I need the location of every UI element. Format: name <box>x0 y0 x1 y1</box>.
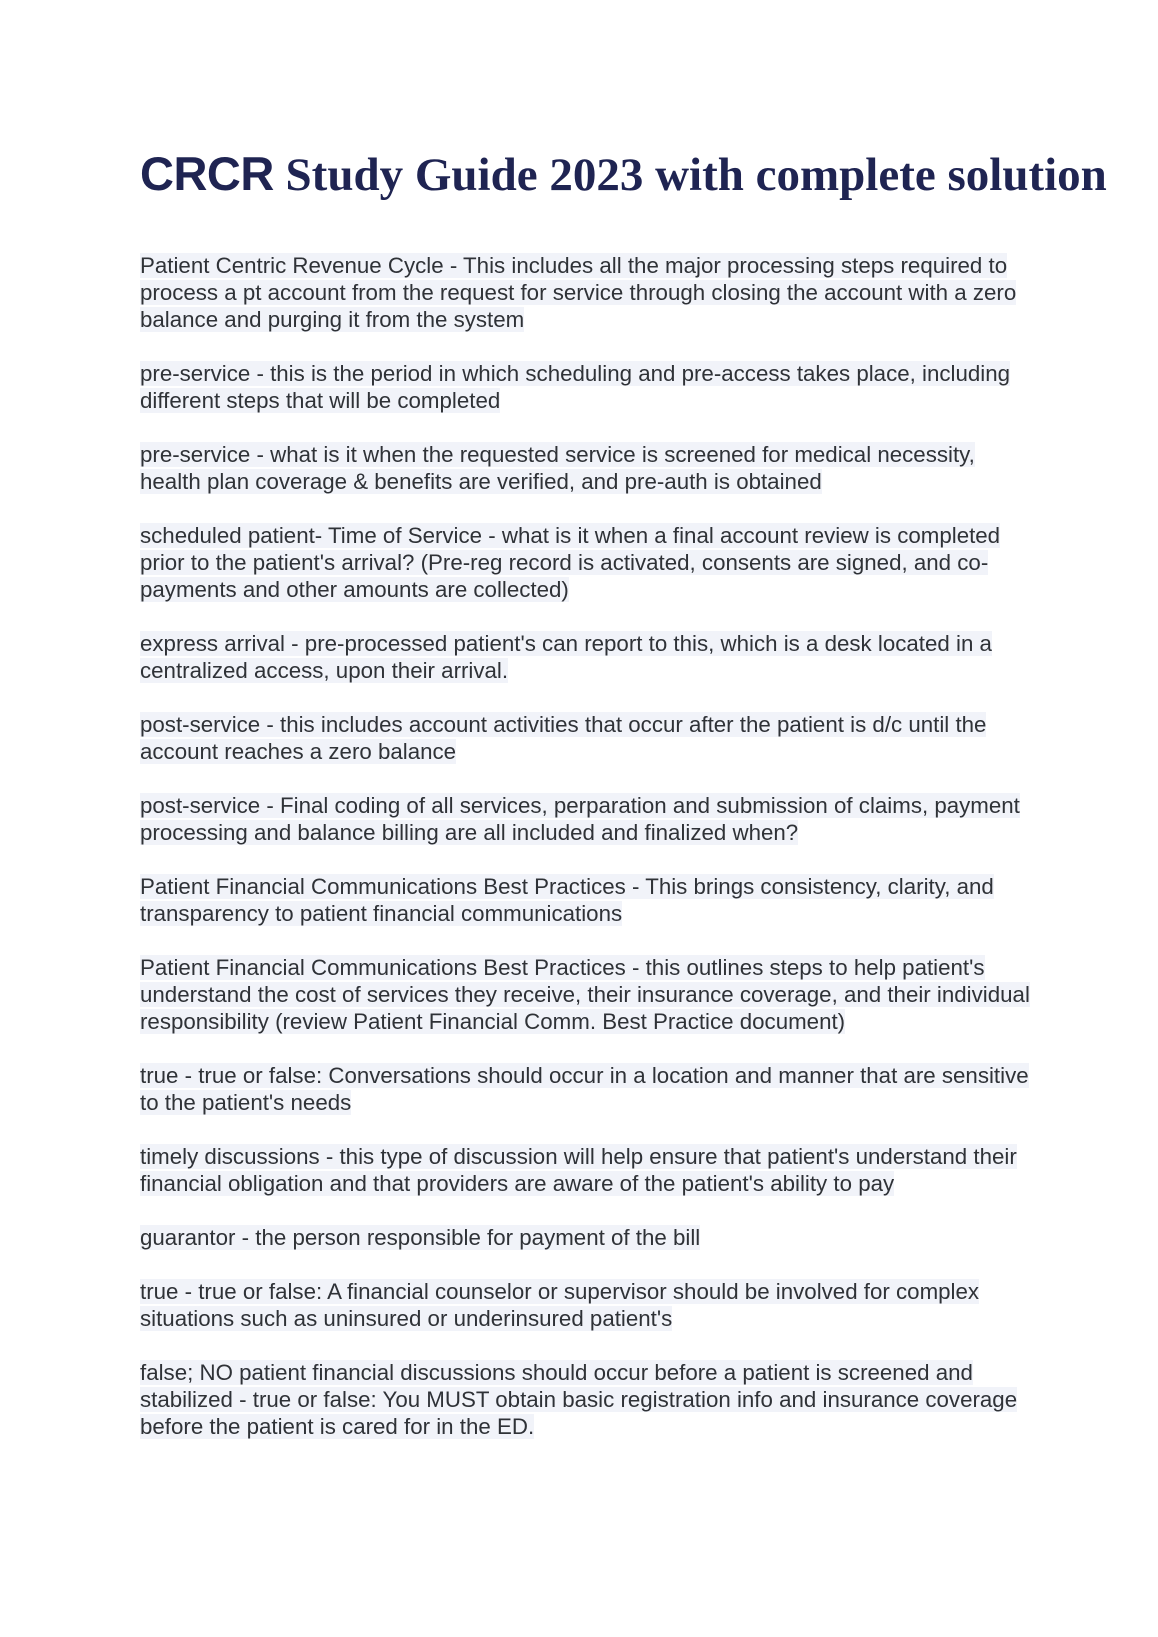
entry-text: Patient Centric Revenue Cycle - This includes all the major processing steps required to process a pt account from the request for service through closing the account with a zero balance and purging it from the system <box>140 253 1017 332</box>
study-entry <box>140 1062 1040 1116</box>
study-entry <box>140 360 1040 414</box>
entry-text: post-service - Final coding of all services, perparation and submission of claims, payment processing and balance billing are all included and finalized when? <box>140 793 1020 845</box>
entry-text: Patient Financial Communications Best Practices - This brings consistency, clarity, and transparency to patient financial communications <box>140 874 994 926</box>
study-entry <box>140 873 1040 927</box>
entry-text: false; NO patient financial discussions should occur before a patient is screened and stabilized - true or false: You MUST obtain basic registration info and insurance coverage before the patient is cared for in the ED. <box>140 1360 1018 1439</box>
study-entry <box>140 1224 1040 1251</box>
study-entry <box>140 1278 1040 1332</box>
study-entry <box>140 711 1040 765</box>
study-entries <box>140 252 1040 1467</box>
entry-text: pre-service - what is it when the requested service is screened for medical necessity, health plan coverage & benefits are verified, and pre-auth is obtained <box>140 442 975 494</box>
study-entry <box>140 792 1040 846</box>
title-rest: Study Guide 2023 with complete solution <box>273 149 1107 201</box>
entry-text: true - true or false: A financial counselor or supervisor should be involved for complex situations such as uninsured or underinsured patient's <box>140 1279 980 1331</box>
entry-text: post-service - this includes account activities that occur after the patient is d/c until the account reaches a zero balance <box>140 712 987 764</box>
study-entry <box>140 441 1040 495</box>
entry-text: timely discussions - this type of discussion will help ensure that patient's understand their financial obligation and that providers are aware of the patient's ability to pay <box>140 1144 1017 1196</box>
entry-text: true - true or false: Conversations should occur in a location and manner that are sensitive to the patient's needs <box>140 1063 1029 1115</box>
entry-text: scheduled patient- Time of Service - what is it when a final account review is completed prior to the patient's arrival? (Pre-reg record is activated, consents are signed, and co-payments and other amounts are collected) <box>140 523 1001 602</box>
entry-text: Patient Financial Communications Best Practices - this outlines steps to help patient's understand the cost of services they receive, their insurance coverage, and their individual responsibility (review Patient Financial Comm. Best Practice document) <box>140 955 1030 1034</box>
study-entry <box>140 954 1040 1035</box>
document-title <box>140 146 1107 203</box>
study-entry <box>140 1359 1040 1440</box>
study-entry <box>140 630 1040 684</box>
entry-text: guarantor - the person responsible for payment of the bill <box>140 1225 701 1250</box>
study-entry <box>140 522 1040 603</box>
entry-text: express arrival - pre-processed patient's can report to this, which is a desk located in a centralized access, upon their arrival. <box>140 631 992 683</box>
study-entry <box>140 1143 1040 1197</box>
title-lead: CRCR <box>140 147 274 200</box>
entry-text: pre-service - this is the period in which scheduling and pre-access takes place, including different steps that will be completed <box>140 361 1011 413</box>
study-entry <box>140 252 1040 333</box>
